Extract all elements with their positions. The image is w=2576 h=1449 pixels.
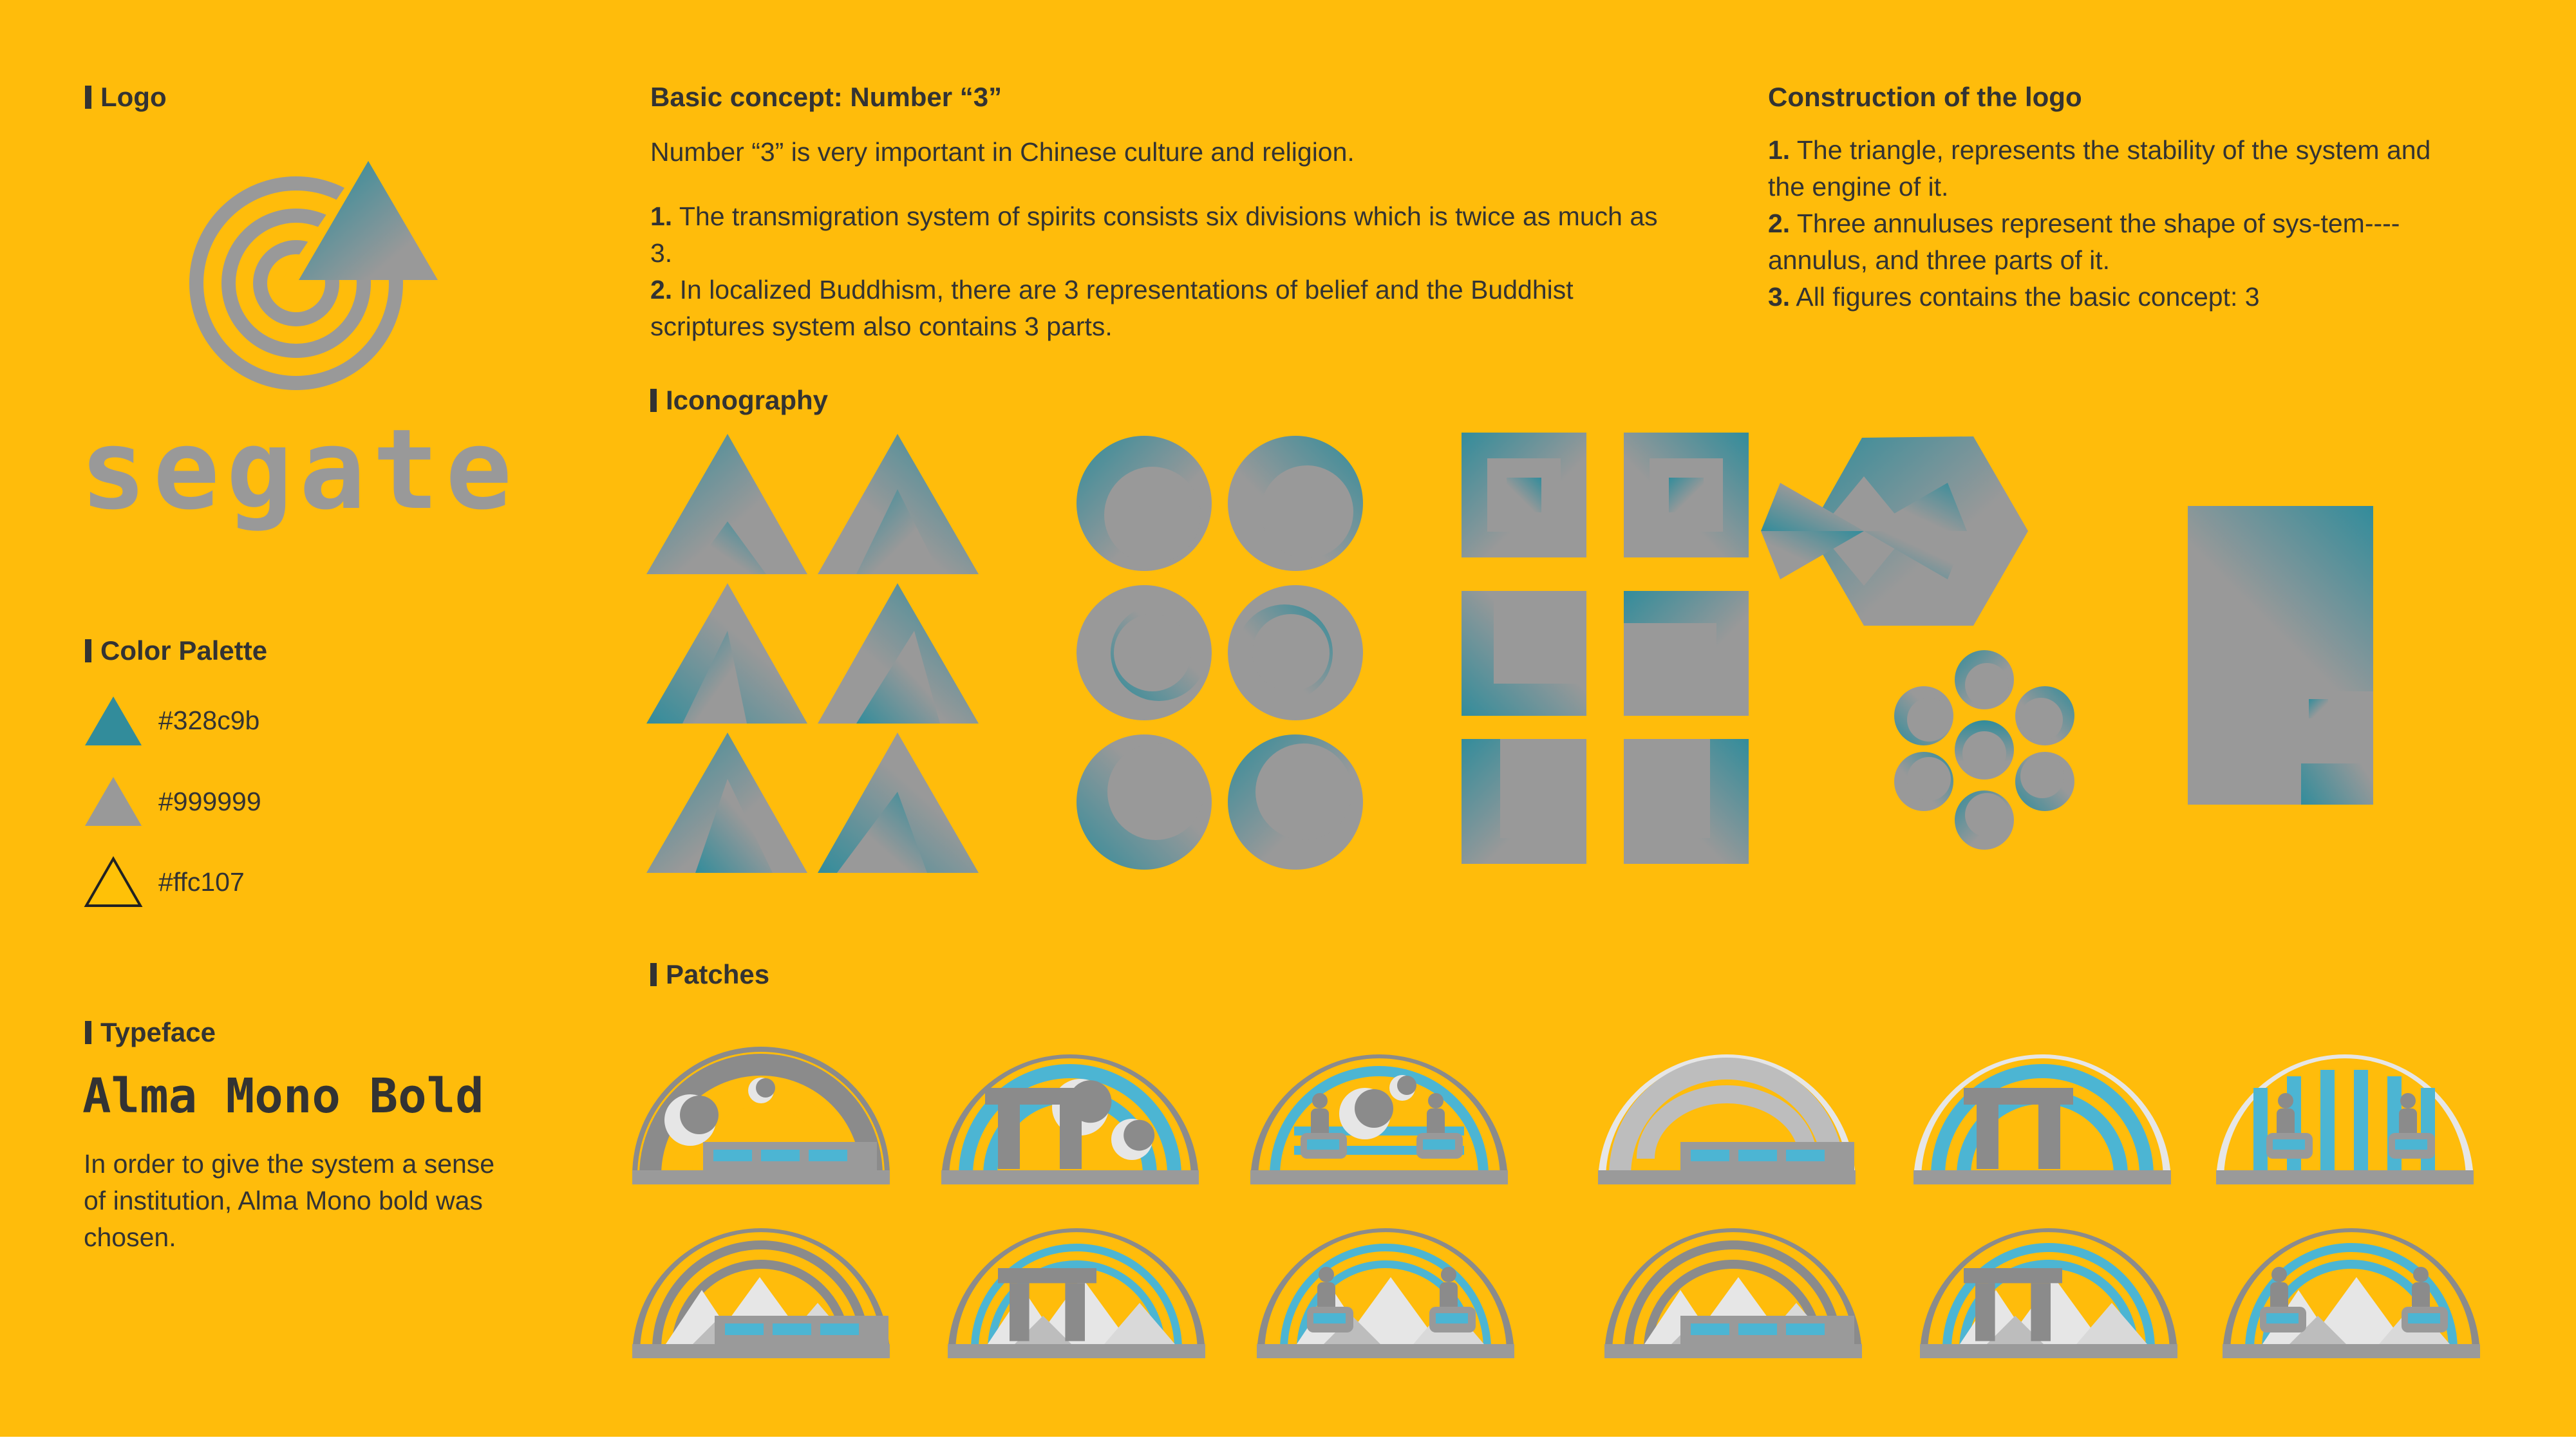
construction-point-3-text: All figures contains the basic concept: 3: [1796, 282, 2260, 312]
circle-cluster-icon: [1894, 650, 2074, 850]
patch: [2216, 1054, 2474, 1184]
patch: [948, 1228, 1205, 1358]
patch: [632, 1228, 890, 1358]
patch: [1920, 1228, 2177, 1358]
iconography-heading: [650, 385, 828, 416]
heading-marker: [650, 963, 657, 986]
concept-point-1-text: The transmigration system of spirits consists six divisions which is twice as much as 3.: [650, 201, 1658, 268]
construction-point-2-number: 2.: [1768, 209, 1791, 238]
square-icon: [1462, 433, 1586, 557]
swatch-yellow-label: #ffc107: [158, 867, 245, 897]
construction-point-2: [1768, 205, 2412, 279]
square-icon: [1624, 433, 1749, 557]
triangle-icon: [646, 583, 807, 724]
triangle-icon: [818, 434, 979, 574]
hexagon-icon: [1758, 435, 2092, 628]
iconography-set: [0, 418, 2576, 869]
patches-heading: [650, 959, 769, 990]
swatch-teal-label: #328c9b: [158, 706, 260, 735]
patches-heading-label: Patches: [666, 959, 770, 989]
circle-icon: [1228, 734, 1363, 870]
patch: [2223, 1228, 2480, 1358]
concept-point-2: [650, 272, 1687, 345]
triangle-icon: [646, 434, 807, 574]
patch: [1604, 1228, 1862, 1358]
typeface-description: In order to give the system a sense of institution, Alma Mono bold was chosen.: [84, 1149, 495, 1252]
circle-icon: [1076, 734, 1212, 870]
patch: [1913, 1054, 2171, 1184]
logo-heading-label: Logo: [100, 82, 167, 112]
square-icons: [1462, 433, 1749, 864]
concept-intro: Number “3” is very important in Chinese culture and religion.: [650, 137, 1355, 167]
patch: [1250, 1054, 1508, 1184]
construction-point-3: [1768, 279, 2444, 315]
triangle-icons: [646, 434, 979, 873]
basic-concept-heading: Basic concept: Number “3”: [650, 82, 1002, 112]
patch: [632, 1047, 890, 1184]
typeface-heading-label: Typeface: [100, 1017, 216, 1047]
circle-icons: [1076, 436, 1363, 870]
square-icon: [1624, 591, 1749, 716]
golden-rectangle-icon: [2188, 506, 2373, 805]
construction-point-2-text: Three annuluses represent the shape of sys-tem----annulus, and three parts of it.: [1768, 209, 2400, 275]
circle-icon: [1076, 585, 1212, 720]
color-palette-heading-label: Color Palette: [100, 635, 268, 666]
patches-set: [0, 991, 2576, 1378]
concept-point-1: [650, 198, 1687, 272]
square-icon: [1462, 739, 1586, 864]
construction-heading: Construction of the logo: [1768, 82, 2082, 112]
triangle-icon: [646, 733, 807, 873]
patch: [1257, 1228, 1514, 1358]
swatch-grey-label: #999999: [158, 787, 261, 816]
construction-point-1-number: 1.: [1768, 135, 1791, 165]
construction-point-1-text: The triangle, represents the stability of the system and the engine of it.: [1768, 135, 2431, 201]
construction-point-3-number: 3.: [1768, 282, 1791, 312]
square-icon: [1624, 739, 1749, 864]
patch: [1598, 1054, 1856, 1184]
construction-point-1: [1768, 132, 2444, 205]
heading-marker: [650, 389, 657, 412]
iconography-heading-label: Iconography: [666, 385, 829, 415]
heading-marker: [85, 86, 91, 109]
logo-mark: [174, 154, 451, 399]
patch: [941, 1054, 1199, 1184]
logo-wordmark: segate: [80, 405, 519, 534]
triangle-icon: [818, 583, 979, 724]
logo-heading: [85, 82, 167, 113]
concept-point-1-number: 1.: [650, 201, 673, 231]
triangle-icon: [818, 733, 979, 873]
typeface-name: Alma Mono Bold: [82, 1069, 484, 1124]
square-icon: [1462, 591, 1586, 716]
circle-icon: [1076, 436, 1212, 571]
concept-point-2-text: In localized Buddhism, there are 3 representations of belief and the Buddhist scriptures system also contains 3 parts.: [650, 275, 1574, 341]
concept-point-2-number: 2.: [650, 275, 673, 304]
circle-icon: [1228, 436, 1363, 571]
circle-icon: [1228, 585, 1363, 720]
